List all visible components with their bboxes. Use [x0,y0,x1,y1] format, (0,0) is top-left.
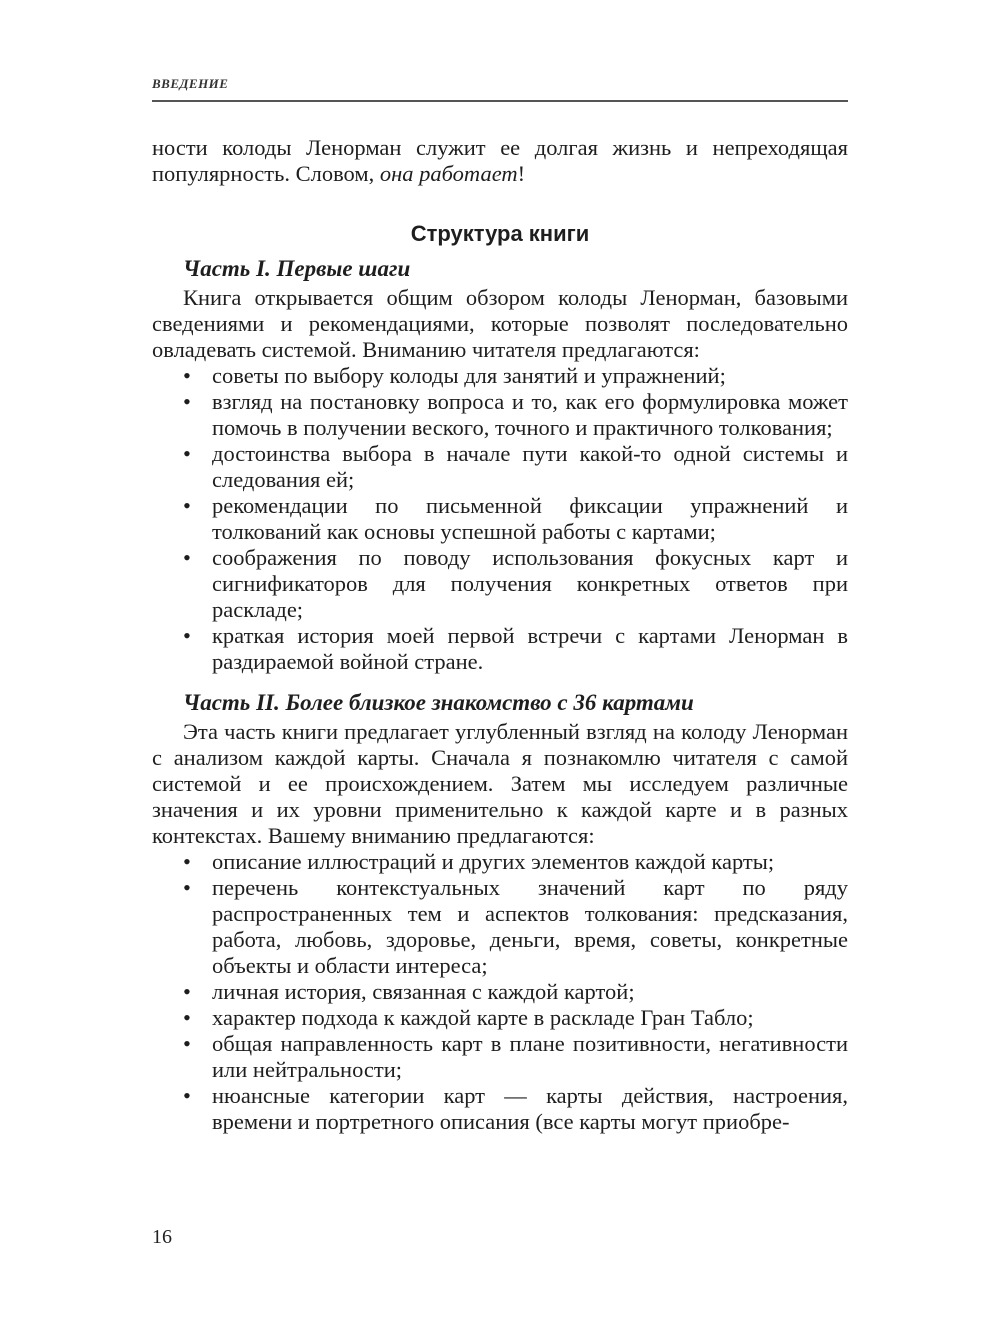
header-rule [152,100,848,102]
part2-bullet-list [152,849,848,1135]
bullet-icon: • [183,623,191,648]
intro-text: ности колоды Ленорман служит ее долгая жизнь и непреходящая популярность. Словом, [152,135,848,186]
intro-paragraph [152,135,848,187]
list-item-text: советы по выбору колоды для занятий и упражнений; [212,363,726,388]
list-item [152,441,848,493]
page-content [152,135,848,1135]
list-item-text: описание иллюстраций и других элементов каждой карты; [212,849,775,874]
list-item-text: краткая история моей первой встречи с картами Ленорман в раздираемой войной стране. [212,623,848,674]
section-title: Структура книги [410,221,590,246]
bullet-icon: • [183,1031,191,1056]
bullet-icon: • [183,875,191,900]
list-item-text: рекомендации по письменной фиксации упражнений и толкований как основы успешной работы с картами; [212,493,848,544]
list-item [152,875,848,979]
list-item-text: достоинства выбора в начале пути какой-то одной системы и следования ей; [212,441,848,492]
list-item-text: соображения по поводу использования фокусных карт и сигнификаторов для получения конкретных ответов при раскладе; [212,545,848,622]
list-item [152,1005,848,1031]
bullet-icon: • [183,1083,191,1108]
page-number: 16 [152,1226,172,1248]
intro-emphasis: она работает [379,161,518,186]
intro-text-end: ! [517,161,526,186]
list-item [152,389,848,441]
part1-title: Часть I. Первые шаги [183,256,411,281]
list-item [152,363,848,389]
list-item [152,623,848,675]
list-item-text: личная история, связанная с каждой картой; [212,979,635,1004]
bullet-icon: • [183,389,191,414]
list-item [152,493,848,545]
part2-title: Часть II. Более близкое знакомство с 36 картами [183,690,694,715]
list-item [152,545,848,623]
part1-paragraph: Книга открывается общим обзором колоды Ленорман, базовыми сведениями и рекомендациями, которые позволят последовательно овладевать системой. Вниманию читателя предлагаются: [152,285,848,362]
list-item [152,1031,848,1083]
bullet-icon: • [183,545,191,570]
part2-paragraph: Эта часть книги предлагает углубленный взгляд на колоду Ленорман с анализом каждой карты. Сначала я познакомлю читателя с самой системой и ее происхождением. Затем мы исследуем различные значения и их уровни применительно к каждой карте и в разных контекстах. Вашему вниманию предлагаются: [152,719,848,848]
list-item-text: характер подхода к каждой карте в раскладе Гран Табло; [212,1005,754,1030]
bullet-icon: • [183,849,191,874]
running-head: ВВЕДЕНИЕ [152,76,229,91]
bullet-icon: • [183,1005,191,1030]
list-item [152,849,848,875]
list-item-text: перечень контекстуальных значений карт по ряду распространенных тем и аспектов толкования: предсказания, работа, любовь, здоровье, деньги, время, советы, конкретные объекты и области интереса; [212,875,848,978]
list-item [152,979,848,1005]
part1-bullet-list [152,363,848,675]
bullet-icon: • [183,979,191,1004]
list-item-text: нюансные категории карт — карты действия, настроения, времени и портретного описания (все карты могут приобре- [212,1083,848,1134]
bullet-icon: • [183,493,191,518]
bullet-icon: • [183,363,191,388]
list-item [152,1083,848,1135]
list-item-text: общая направленность карт в плане позитивности, негативности или нейтральности; [212,1031,848,1082]
list-item-text: взгляд на постановку вопроса и то, как его формулировка может помочь в получении веского, точного и практичного толкования; [212,389,848,440]
bullet-icon: • [183,441,191,466]
